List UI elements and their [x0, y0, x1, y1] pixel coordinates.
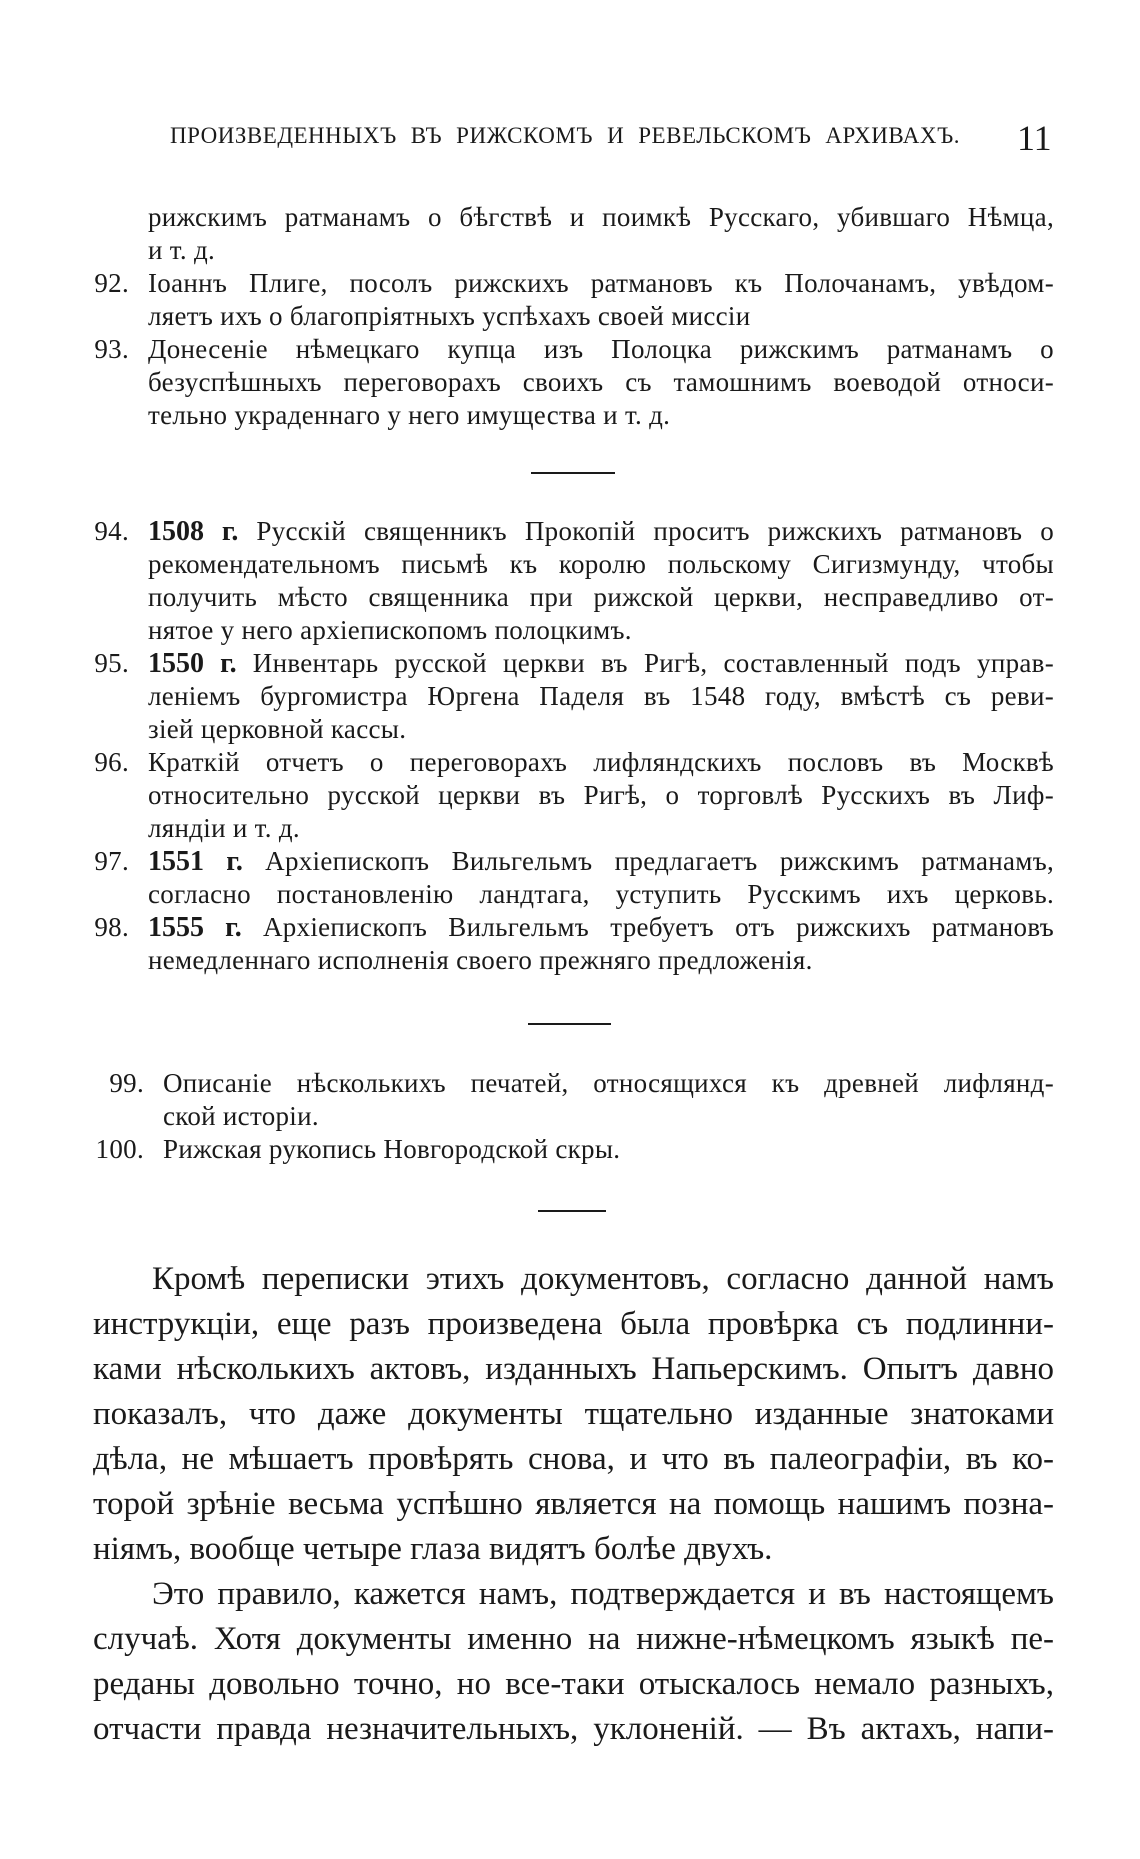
- entry-line: [148, 911, 1054, 944]
- entry-list-group-2: [94, 515, 1055, 977]
- list-entry-96: [94, 746, 1054, 845]
- entry-number: 95.: [94, 648, 129, 678]
- entry-line: Краткій отчетъ о переговорахъ лифляндскихъ пословъ въ Москвѣ: [148, 747, 1054, 777]
- paragraph-line: Кромѣ переписки этихъ документовъ, согласно данной намъ: [152, 1261, 1054, 1297]
- entry-line: Рижская рукопись Новгородской скры.: [163, 1134, 621, 1164]
- entry-number: 100.: [95, 1134, 144, 1164]
- list-entry-100: [95, 1133, 1054, 1166]
- list-entry-94: [94, 515, 1054, 647]
- paragraph-line: дѣла, не мѣшаетъ провѣрять снова, и что въ палеографіи, въ ко-: [93, 1441, 1054, 1477]
- entry-number: 97.: [94, 846, 129, 876]
- entry-year: 1508 г.: [148, 516, 239, 547]
- entry-line: [148, 515, 1054, 548]
- paragraph-line: торой зрѣніе весьма успѣшно является на помощь нашимъ позна-: [93, 1486, 1054, 1522]
- entry-line: леніемъ бургомистра Юргена Паделя въ 1548 году, вмѣстѣ съ реви-: [148, 681, 1054, 711]
- entry-number: 96.: [94, 747, 129, 777]
- paragraph-line: Это правило, кажется намъ, подтверждается и въ настоящемъ: [152, 1576, 1054, 1612]
- entry-line: получить мѣсто священника при рижской церкви, несправедливо от-: [148, 582, 1054, 612]
- entry-number: 98.: [94, 912, 129, 942]
- entry-line: Описаніе нѣсколькихъ печатей, относящихся къ древней лифлянд-: [163, 1068, 1054, 1098]
- list-entry-97: [94, 845, 1055, 911]
- entry-line: [148, 647, 1054, 680]
- running-head: ПРОИЗВЕДЕННЫХЪ ВЪ РИЖСКОМЪ И РЕВЕЛЬСКОМЪ АРХИВАХЪ.: [170, 123, 960, 148]
- paragraph-1: [93, 1257, 1054, 1572]
- paragraph-line: отчасти правда незначительныхъ, уклоненій. — Въ актахъ, напи-: [93, 1711, 1054, 1747]
- page-number: 11: [1017, 118, 1052, 158]
- entry-year: 1550 г.: [148, 648, 237, 679]
- entry-line: [148, 845, 1054, 878]
- list-entry-99: [109, 1067, 1054, 1133]
- entry-line-text: Инвентарь русской церкви въ Ригѣ, составленный подъ управ-: [252, 648, 1054, 678]
- entry-line: ской исторіи.: [163, 1101, 319, 1131]
- entry-line: рижскимъ ратманамъ о бѣгствѣ и поимкѣ Русскаго, убившаго Нѣмца,: [148, 202, 1054, 232]
- paragraph-line: показалъ, что даже документы тщательно изданные знатоками: [93, 1396, 1054, 1432]
- entry-list-group-3: [95, 1067, 1054, 1166]
- entry-number: 94.: [94, 516, 129, 546]
- entry-line: зіей церковной кассы.: [148, 714, 407, 744]
- entry-line: безуспѣшныхъ переговорахъ своихъ съ тамошнимъ воеводой относи-: [148, 367, 1054, 397]
- entry-line: относительно русской церкви въ Ригѣ, о торговлѣ Русскихъ въ Лиф-: [148, 780, 1054, 810]
- list-entry-98: [94, 911, 1054, 977]
- body-text: [93, 1257, 1054, 1752]
- section-divider: [538, 1210, 606, 1212]
- list-entry-92: [94, 267, 1054, 333]
- entry-line: тельно украденнаго у него имущества и т. д.: [148, 400, 671, 430]
- entry-line: Донесеніе нѣмецкаго купца изъ Полоцка рижскимъ ратманамъ о: [148, 334, 1054, 364]
- entry-number: 93.: [94, 334, 129, 364]
- list-entry-93: [94, 333, 1054, 432]
- entry-list-group-1: [94, 201, 1054, 432]
- entry-line: и т. д.: [148, 235, 216, 265]
- paragraph-line: инструкціи, еще разъ произведена была провѣрка съ подлинни-: [93, 1306, 1054, 1342]
- entry-line: согласно постановленію ландтага, уступить Русскимъ ихъ церковь.: [148, 879, 1054, 909]
- entry-line-text: Архіепископъ Вильгельмъ предлагаетъ рижскимъ ратманамъ,: [265, 846, 1055, 876]
- entry-line-text: Русскій священникъ Прокопій проситъ рижскихъ ратмановъ о: [256, 516, 1054, 546]
- list-entry-95: [94, 647, 1054, 746]
- paragraph-line: ніямъ, вообще четыре глаза видятъ болѣе двухъ.: [93, 1531, 773, 1567]
- entry-line-text: Архіепископъ Вильгельмъ требуетъ отъ рижскихъ ратмановъ: [262, 912, 1054, 942]
- entry-line: Іоаннъ Плиге, посолъ рижскихъ ратмановъ къ Полочанамъ, увѣдом-: [148, 268, 1054, 298]
- list-entry-continued: [148, 201, 1054, 267]
- entry-number: 92.: [94, 268, 129, 298]
- entry-line: ляетъ ихъ о благопріятныхъ успѣхахъ своей миссіи: [148, 301, 751, 331]
- paragraph-line: реданы довольно точно, но все-таки отыскалось немало разныхъ,: [93, 1666, 1054, 1702]
- section-divider: [531, 472, 615, 474]
- section-divider: [528, 1023, 611, 1025]
- paragraph-2: [93, 1572, 1054, 1752]
- entry-line: немедленнаго исполненія своего прежняго предложенія.: [148, 945, 813, 975]
- entry-line: ляндіи и т. д.: [148, 813, 300, 843]
- entry-line: рекомендательномъ письмѣ къ королю польскому Сигизмунду, чтобы: [148, 549, 1054, 579]
- paragraph-line: случаѣ. Хотя документы именно на нижне-нѣмецкомъ языкѣ пе-: [93, 1621, 1054, 1657]
- entry-number: 99.: [109, 1068, 144, 1098]
- entry-year: 1555 г.: [148, 912, 242, 943]
- entry-line: нятое у него архіепископомъ полоцкимъ.: [148, 615, 632, 645]
- paragraph-line: ками нѣсколькихъ актовъ, изданныхъ Напьерскимъ. Опытъ давно: [93, 1351, 1054, 1387]
- entry-year: 1551 г.: [148, 846, 243, 877]
